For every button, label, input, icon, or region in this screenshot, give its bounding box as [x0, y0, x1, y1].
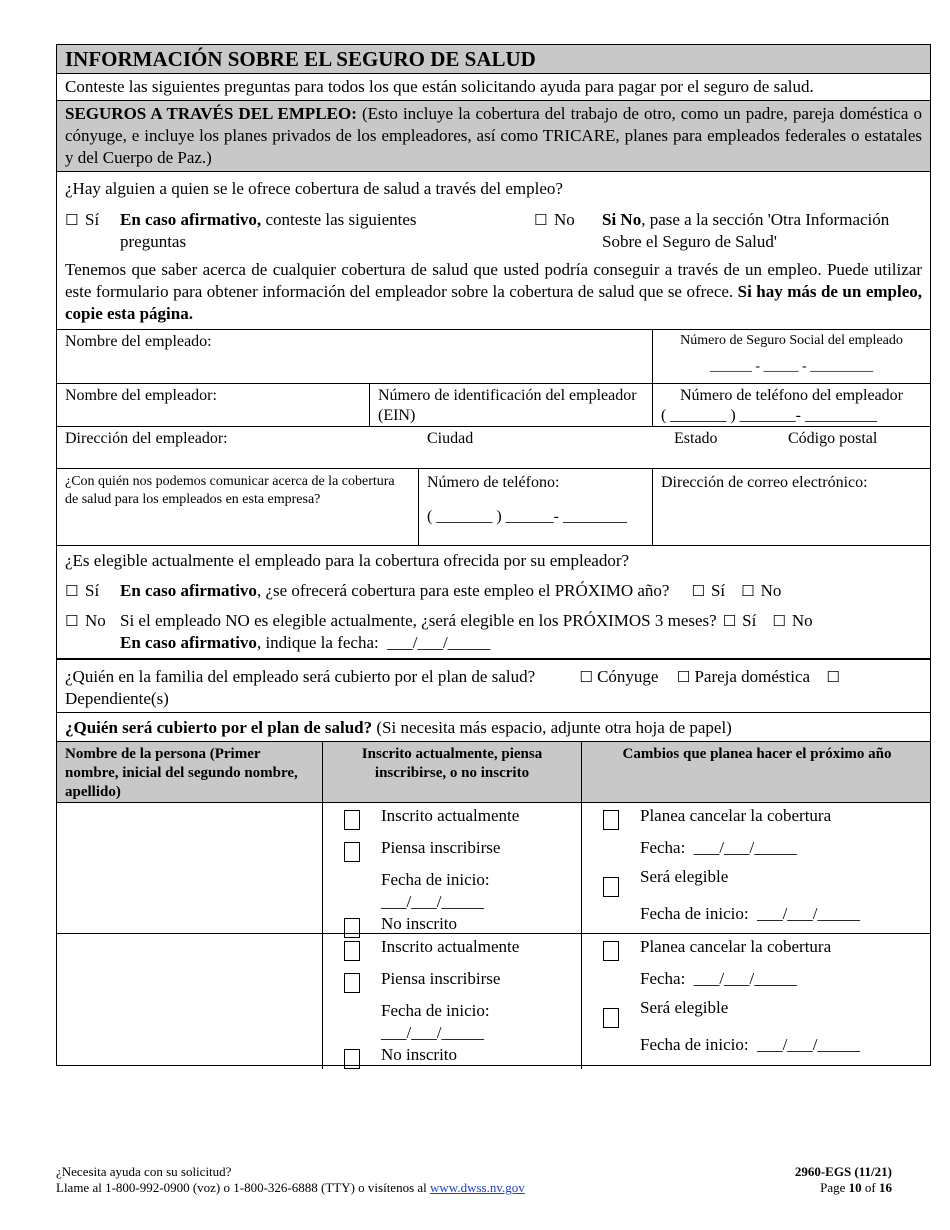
- offer-question-block: [56, 172, 931, 330]
- next-year-question: En caso afirmativo, ¿se ofrecerá cobertura para este empleo el PRÓXIMO año?: [120, 581, 670, 600]
- col-changes-header: Cambios que planea hacer el próximo año: [622, 746, 892, 762]
- three-months-no-label: No: [791, 611, 813, 630]
- eligibility-block: [56, 546, 931, 659]
- state-label: Estado: [674, 430, 718, 447]
- three-months-yes-checkbox[interactable]: ☐: [722, 612, 737, 630]
- start-date-field[interactable]: Fecha de inicio: ___/___/_____: [381, 1001, 490, 1042]
- employee-row: [56, 330, 931, 384]
- not-enrolled-label: No inscrito: [381, 914, 458, 933]
- next-year-yes-checkbox[interactable]: ☐: [691, 582, 705, 600]
- enrolled-checkbox[interactable]: [344, 810, 360, 830]
- employment-heading: [56, 101, 931, 172]
- person-name-cell[interactable]: [57, 934, 323, 1069]
- no-checkbox[interactable]: ☐: [534, 211, 548, 229]
- plan-cancel-checkbox[interactable]: [603, 941, 619, 961]
- ssn-field[interactable]: Número de Seguro Social del empleado ______ - _____ - _________: [680, 333, 903, 374]
- contact-phone-field[interactable]: Número de teléfono: ( _______ ) ______- ________: [419, 469, 653, 545]
- contact-row: [56, 469, 931, 546]
- no-label: No: [554, 210, 575, 229]
- table-row: [56, 803, 931, 934]
- employer-address-label: Dirección del empleador:: [65, 430, 228, 447]
- three-months-yes-label: Sí: [742, 611, 757, 630]
- col-person-header: Nombre de la persona (Primer nombre, inicial del segundo nombre, apellido): [57, 742, 323, 805]
- cancel-date-field[interactable]: Fecha: ___/___/_____: [640, 838, 797, 857]
- employer-address-row[interactable]: [56, 427, 931, 469]
- health-insurance-form: [56, 44, 931, 1066]
- covered-question: ¿Quién será cubierto por el plan de salud? (Si necesita más espacio, adjunte otra hoja de papel): [56, 713, 931, 742]
- eligible-yes-label: Sí: [85, 581, 100, 600]
- plan-cancel-label: Planea cancelar la cobertura: [640, 937, 832, 956]
- employer-name-field[interactable]: Nombre del empleador:: [57, 384, 370, 426]
- footer-contact: Llame al 1-800-992-0900 (voz) o 1-800-326-6888 (TTY) o visítenos al www.dwss.nv.gov: [56, 1180, 525, 1195]
- website-link[interactable]: www.dwss.nv.gov: [430, 1180, 525, 1195]
- zip-label: Código postal: [788, 430, 878, 447]
- three-months-question: Si el empleado NO es elegible actualmente, ¿será elegible en los PRÓXIMOS 3 meses?: [120, 611, 717, 630]
- yes-checkbox[interactable]: ☐: [65, 211, 79, 229]
- enrolled-label: Inscrito actualmente: [381, 806, 520, 825]
- enrollment-cell: [323, 803, 582, 938]
- plan-cancel-label: Planea cancelar la cobertura: [640, 806, 832, 825]
- enrolled-label: Inscrito actualmente: [381, 937, 520, 956]
- not-enrolled-checkbox[interactable]: [344, 1049, 360, 1069]
- person-name-cell[interactable]: [57, 803, 323, 938]
- enrolled-checkbox[interactable]: [344, 941, 360, 961]
- employment-heading-note: (Esto incluye la cobertura del trabajo de otro, como un padre, pareja doméstica o cónyuge, e incluye los planes privados de los empleadores, así como TRICARE, planes para empleados federales o estatales y del Cuerpo de Paz.): [65, 104, 923, 167]
- offer-question: ¿Hay alguien a quien se le ofrece cobertura de salud a través del empleo?: [65, 179, 563, 198]
- eligible-no-label: No: [85, 611, 106, 630]
- three-months-no-checkbox[interactable]: ☐: [772, 612, 786, 630]
- changes-cell: [582, 934, 932, 1069]
- section-title: INFORMACIÓN SOBRE EL SEGURO DE SALUD: [56, 44, 931, 74]
- start-date-field[interactable]: Fecha de inicio: ___/___/_____: [381, 870, 490, 911]
- spouse-checkbox[interactable]: ☐: [579, 668, 593, 686]
- employer-phone-field[interactable]: Número de teléfono del empleador ( _______ ) _______- _________: [661, 387, 904, 424]
- employee-name-field[interactable]: Nombre del empleado:: [57, 330, 653, 383]
- eligible-no-checkbox[interactable]: ☐: [65, 612, 79, 630]
- employer-info-note: Tenemos que saber acerca de cualquier cobertura de salud que usted podría conseguir a través de un empleo. Puede utilizar este formulario para obtener información del empleador sobre la cobertura de salud que se ofrece. Si hay más de un empleo, copie esta página.: [65, 260, 922, 323]
- partner-checkbox[interactable]: ☐: [676, 668, 691, 686]
- eligibility-question: ¿Es elegible actualmente el empleado para la cobertura ofrecida por su empleador?: [65, 551, 630, 570]
- employer-row: [56, 384, 931, 427]
- next-year-no-checkbox[interactable]: ☐: [741, 582, 755, 600]
- eligibility-date[interactable]: En caso afirmativo, indique la fecha: ___/___/_____: [120, 633, 491, 652]
- will-be-eligible-checkbox[interactable]: [603, 1008, 619, 1028]
- cancel-date-field[interactable]: Fecha: ___/___/_____: [640, 969, 797, 988]
- dependents-label: Dependiente(s): [65, 689, 169, 708]
- yes-label: Sí: [85, 210, 100, 229]
- changes-cell: [582, 803, 932, 938]
- plan-enroll-label: Piensa inscribirse: [381, 969, 501, 988]
- plan-enroll-label: Piensa inscribirse: [381, 838, 501, 857]
- plan-enroll-checkbox[interactable]: [344, 973, 360, 993]
- covered-table-header: [56, 742, 931, 803]
- plan-cancel-checkbox[interactable]: [603, 810, 619, 830]
- city-label: Ciudad: [427, 430, 474, 447]
- section-intro: Conteste las siguientes preguntas para todos los que están solicitando ayuda para pagar por el seguro de salud.: [56, 74, 931, 101]
- eligible-yes-checkbox[interactable]: ☐: [65, 582, 79, 600]
- yes-instruction: En caso afirmativo, conteste las siguientes preguntas: [120, 210, 417, 251]
- col-enrollment-header: Inscrito actualmente, piensa inscribirse, o no inscrito: [323, 742, 582, 805]
- form-id: 2960-EGS (11/21): [794, 1164, 892, 1179]
- family-block: [56, 659, 931, 713]
- next-year-no-label: No: [760, 581, 782, 600]
- eligible-start-date-field[interactable]: Fecha de inicio: ___/___/_____: [640, 1035, 861, 1054]
- partner-label: Pareja doméstica: [694, 667, 811, 686]
- no-instruction: Si No, pase a la sección 'Otra Información Sobre el Seguro de Salud': [602, 210, 890, 251]
- will-be-eligible-checkbox[interactable]: [603, 877, 619, 897]
- dependents-checkbox[interactable]: ☐: [826, 668, 840, 686]
- ein-field[interactable]: Número de identificación del empleador (EIN): [370, 384, 653, 426]
- family-question: ¿Quién en la familia del empleado será cubierto por el plan de salud?: [65, 667, 536, 686]
- will-be-eligible-label: Será elegible: [640, 867, 729, 886]
- will-be-eligible-label: Será elegible: [640, 998, 729, 1017]
- page-number: Page 10 of 16: [820, 1180, 892, 1195]
- footer-form-info: [795, 1164, 892, 1196]
- enrollment-cell: [323, 934, 582, 1069]
- next-year-yes-label: Sí: [710, 581, 726, 600]
- footer-help: ¿Necesita ayuda con su solicitud?: [56, 1164, 232, 1179]
- not-enrolled-label: No inscrito: [381, 1045, 458, 1064]
- email-field[interactable]: Dirección de correo electrónico:: [661, 474, 868, 491]
- spouse-label: Cónyuge: [597, 667, 659, 686]
- page-footer: [56, 1164, 892, 1196]
- table-row: [56, 934, 931, 1066]
- employment-heading-title: SEGUROS A TRAVÉS DEL EMPLEO:: [65, 104, 357, 123]
- contact-field[interactable]: ¿Con quién nos podemos comunicar acerca de la cobertura de salud para los empleados en esta empresa?: [57, 469, 419, 545]
- plan-enroll-checkbox[interactable]: [344, 842, 360, 862]
- eligible-start-date-field[interactable]: Fecha de inicio: ___/___/_____: [640, 904, 861, 923]
